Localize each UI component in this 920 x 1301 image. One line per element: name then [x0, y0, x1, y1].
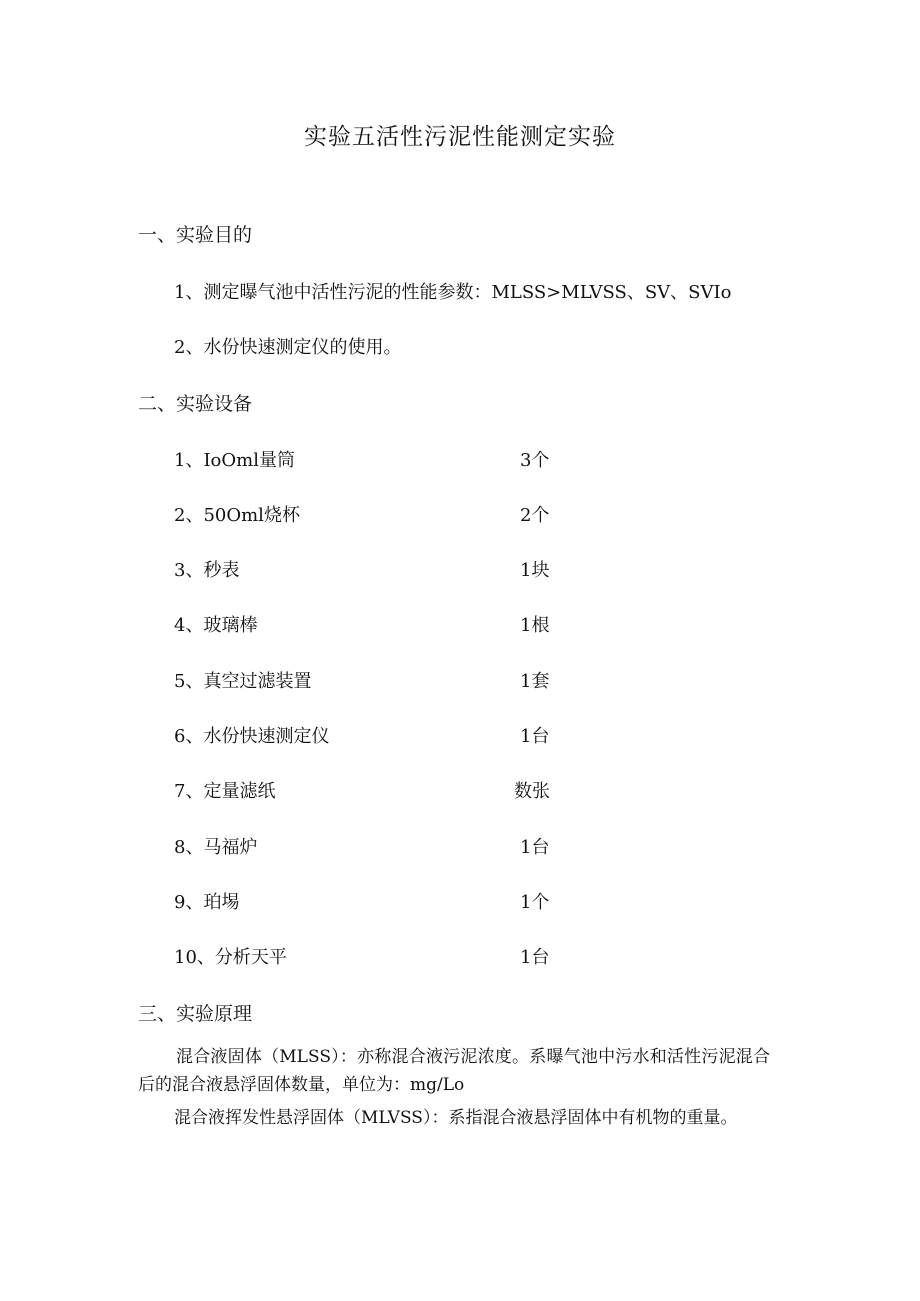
purpose-item-1: 1、测定曝气池中活性污泥的性能参数：MLSS>MLVSS、SV、SVIo — [174, 282, 732, 303]
equipment-item-qty: 3个 — [520, 450, 550, 471]
equipment-item-name: 9、珀埸 — [174, 892, 240, 913]
equipment-item-qty: 数张 — [514, 781, 550, 802]
equipment-item-qty: 1个 — [520, 892, 550, 913]
purpose-item-2: 2、水份快速测定仪的使用。 — [174, 337, 402, 358]
equipment-item-name: 4、玻璃棒 — [174, 615, 258, 636]
equipment-item-name: 10、分析天平 — [174, 947, 287, 968]
equipment-item-name: 6、水份快速测定仪 — [174, 726, 330, 747]
section-heading-purpose: 一、实验目的 — [138, 224, 253, 246]
equipment-item-qty: 2个 — [520, 505, 550, 526]
document-title: 实验五活性污泥性能测定实验 — [304, 124, 616, 150]
equipment-item-name: 2、50Oml烧杯 — [174, 505, 300, 526]
principle-paragraph-mlvss: 混合液挥发性悬浮固体（MLVSS）：系指混合液悬浮固体中有机物的重量。 — [174, 1108, 738, 1128]
equipment-item-qty: 1台 — [520, 726, 550, 747]
equipment-item-name: 7、定量滤纸 — [174, 781, 276, 802]
equipment-item-name: 8、马福炉 — [174, 837, 258, 858]
equipment-item-name: 1、IoOml量筒 — [174, 450, 295, 471]
equipment-item-qty: 1套 — [520, 671, 550, 692]
section-heading-equipment: 二、实验设备 — [138, 393, 253, 415]
principle-paragraph-mlss: 混合液固体（MLSS）：亦称混合液污泥浓度。系曝气池中污水和活性污泥混合后的混合液悬浮固体数量，单位为：mg/Lo — [138, 1047, 770, 1095]
equipment-item-qty: 1根 — [520, 615, 550, 636]
equipment-item-qty: 1块 — [520, 560, 550, 581]
equipment-item-qty: 1台 — [520, 837, 550, 858]
equipment-item-name: 3、秒表 — [174, 560, 240, 581]
equipment-item-name: 5、真空过滤装置 — [174, 671, 312, 692]
equipment-item-qty: 1台 — [520, 947, 550, 968]
section-heading-principle: 三、实验原理 — [138, 1003, 253, 1025]
